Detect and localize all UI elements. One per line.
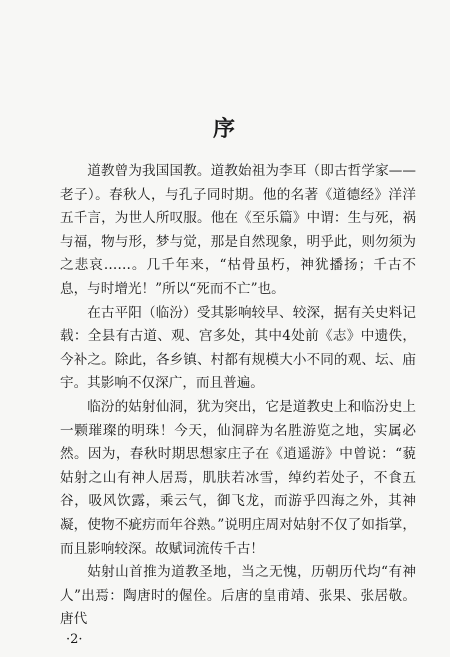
page-number: ·2· (66, 632, 83, 647)
paragraph-3: 临汾的姑射仙洞，犹为突出，它是道教史上和临汾史上一颗璀璨的明珠！今天，仙洞辟为名胜游览之地，实属必然。因为，春秋时期思想家庄子在《逍遥游》中曾说：“藐姑射之山有神人居焉，肌肤若冰雪，绰约若处子，不食五谷，吸风饮露，乘云气，御飞龙，而游乎四海之外，其神凝，使物不疵疠而年谷熟。”说明庄周对姑射不仅了如指掌，而且影响较深。故赋词流传千古！ (60, 398, 416, 557)
paragraph-2: 在古平阳（临汾）受其影响较早、较深，据有关史料记载：全县有古道、观、宫多处，其中4处前《志》中遗佚，今补之。除此，各乡镇、村都有规模大小不同的观、坛、庙宇。其影响不仅深广，而且普遍。 (60, 304, 416, 392)
body-text (60, 160, 416, 632)
paragraph-4: 姑射山首推为道教圣地，当之无愧，历朝历代均“有神人”出焉：陶唐时的偓佺。后唐的皇甫靖、张果、张居敬。唐代 (60, 564, 416, 628)
paragraph-1: 道教曾为我国国教。道教始祖为李耳（即古哲学家——老子）。春秋人，与孔子同时期。他的名著《道德经》洋洋五千言，为世人所叹服。他在《至乐篇》中谓：生与死，祸与福，物与形，梦与觉，那是自然现象，明乎此，则勿须为之悲哀……。几千年来，“枯骨虽朽，神犹播扬；千古不息，与时增光！”所以“死而不亡”也。 (60, 163, 416, 297)
page-title: 序 (212, 116, 237, 142)
